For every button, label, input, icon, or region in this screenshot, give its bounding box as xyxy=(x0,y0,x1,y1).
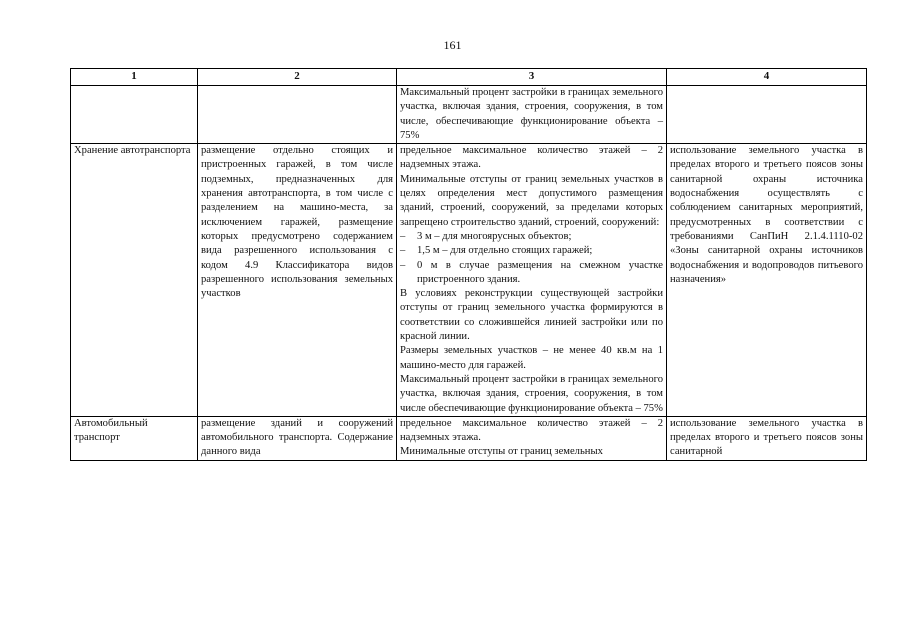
cell-use-name xyxy=(71,86,198,144)
column-header-3: 3 xyxy=(397,69,667,86)
parameters-paragraph: предельное максимальное количество этажей – 2 надземных этажа. xyxy=(400,417,663,444)
parameters-paragraph: Минимальные отступы от границ земельных участков в целях определения мест допустимого размещения зданий, строений, сооружений, за пределами которых запрещено строительство зданий, строений, сооружений: xyxy=(400,173,663,228)
cell-use-description: размещение зданий и сооружений автомобильного транспорта. Содержание данного вида xyxy=(198,416,397,460)
cell-use-name: Хранение автотранспорта xyxy=(71,144,198,417)
cell-parameters xyxy=(397,86,667,144)
table-row xyxy=(71,86,867,144)
column-header-4: 4 xyxy=(667,69,867,86)
column-header-2: 2 xyxy=(198,69,397,86)
cell-use-name: Автомобильный транспорт xyxy=(71,416,198,460)
page-number: 161 xyxy=(443,38,462,52)
table-row xyxy=(71,144,867,417)
cell-use-description: размещение отдельно стоящих и пристроенных гаражей, в том числе подземных, предназначенных для хранения автотранспорта, в том числе с разделением на машино-места, за исключением гаражей, размещение которых предусмотрено содержанием вида разрешенного использования с кодом 4.9 Классификатора видов разрешенного использования земельных участков xyxy=(198,144,397,417)
header-row xyxy=(71,69,867,86)
cell-parameters xyxy=(397,416,667,460)
cell-restrictions xyxy=(667,86,867,144)
parameters-paragraph: Размеры земельных участков – не менее 40 кв.м на 1 машино-место для гаражей. xyxy=(400,345,663,371)
cell-parameters xyxy=(397,144,667,417)
cell-restrictions: использование земельного участка в пределах второго и третьего поясов зоны санитарной охраны источника водоснабжения осуществлять с соблюдением санитарных мероприятий, предусмотренных в соответствии с требованиями СанПиН 2.1.4.1110-02 «Зоны санитарной охраны источников водоснабжения и водопроводов питьевого назначения» xyxy=(667,144,867,417)
column-header-1: 1 xyxy=(71,69,198,86)
parameters-paragraph: В условиях реконструкции существующей застройки отступы от границ земельного участка формируются в соответствии со сложившейся линией застройки или по красной линии. xyxy=(400,288,663,343)
cell-use-description xyxy=(198,86,397,144)
list-item: – 3 м – для многоярусных объектов; xyxy=(400,230,663,244)
parameters-paragraph: Максимальный процент застройки в границах земельного участка, включая здания, строения, сооружения, в том числе обеспечивающие функционирование объекта – 75% xyxy=(400,373,663,414)
parameters-paragraph: Максимальный процент застройки в границах земельного участка, включая здания, строения, сооружения, в том числе, обеспечивающие функционирование объекта – 75% xyxy=(400,87,663,141)
table-row xyxy=(71,416,867,460)
list-item: – 0 м в случае размещения на смежном участке пристроенного здания. xyxy=(400,259,663,288)
parameters-paragraph: предельное максимальное количество этажей – 2 надземных этажа. xyxy=(400,145,663,171)
regulations-table xyxy=(70,68,867,461)
parameters-paragraph: Минимальные отступы от границ земельных xyxy=(400,446,603,458)
cell-restrictions: использование земельного участка в пределах второго и третьего поясов зоны санитарной xyxy=(667,416,867,460)
setback-list xyxy=(400,230,663,287)
list-item: – 1,5 м – для отдельно стоящих гаражей; xyxy=(400,244,663,258)
